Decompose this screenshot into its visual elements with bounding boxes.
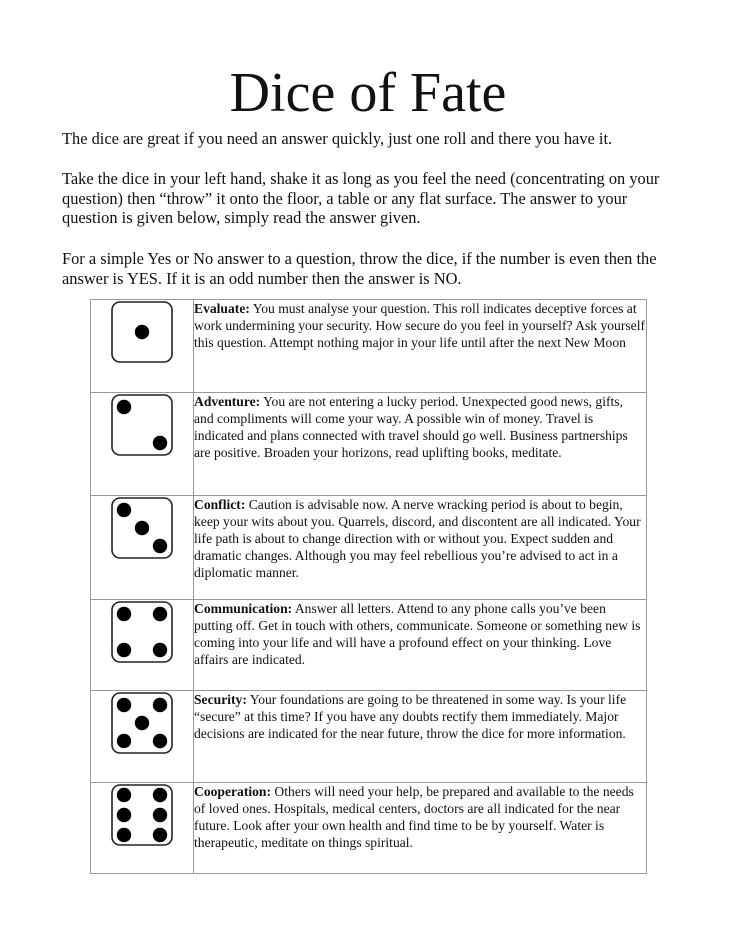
table-row	[91, 783, 647, 874]
meaning-label: Evaluate:	[194, 301, 250, 316]
die-pip	[117, 698, 131, 712]
die-pip	[117, 734, 131, 748]
meaning-cell	[194, 783, 647, 874]
meaning-text: Answer all letters. Attend to any phone calls you’ve been putting off. Get in touch with others, communicate. Someone or something new is coming into your life and will have a profound effect on your thinking. Love affairs are indicated.	[194, 601, 641, 668]
table-row	[91, 496, 647, 600]
meaning-label: Communication:	[194, 601, 293, 616]
meaning-cell	[194, 691, 647, 783]
die-pip	[117, 788, 131, 802]
die-pip	[153, 607, 167, 621]
meaning-text: Your foundations are going to be threatened in some way. Is your life “secure” at this time? If you have any doubts rectify them immediately. Major decisions are indicated for the near future, throw the dice for more information.	[194, 692, 627, 742]
die-cell	[91, 783, 194, 874]
meaning-text: You must analyse your question. This roll indicates deceptive forces at work undermining your security. How secure do you feel in yourself? Ask yourself this question. Attempt nothing major in your life until after the next New Moon	[194, 301, 646, 351]
die-pip	[135, 325, 149, 339]
die-pip	[153, 698, 167, 712]
table-row	[91, 393, 647, 496]
table-row	[91, 300, 647, 393]
die-pip	[153, 808, 167, 822]
meaning-text: Others will need your help, be prepared and available to the needs of loved ones. Hospitals, medical centers, doctors are all indicated for the near future. Look after your own health and find time to be by yourself. Water is therapeutic, meditate on things spiritual.	[194, 784, 634, 851]
die-pip	[117, 607, 131, 621]
table-row	[91, 691, 647, 783]
meaning-cell	[194, 600, 647, 691]
die-pip	[135, 521, 149, 535]
die-pip	[153, 436, 167, 450]
die-pip	[117, 808, 131, 822]
intro-paragraph-yes-no: For a simple Yes or No answer to a question, throw the dice, if the number is even then the answer is YES. If it is an odd number then the answer is NO.	[62, 249, 657, 288]
die-one-icon	[110, 300, 174, 364]
page-title: Dice of Fate	[229, 62, 507, 124]
die-five-icon	[110, 691, 174, 755]
die-two-icon	[110, 393, 174, 457]
die-pip	[153, 643, 167, 657]
die-cell	[91, 300, 194, 393]
die-six-icon	[110, 783, 174, 847]
table-row	[91, 600, 647, 691]
meaning-cell	[194, 496, 647, 600]
meaning-text: You are not entering a lucky period. Unexpected good news, gifts, and compliments will come your way. A possible win of money. Travel is indicated and plans connected with travel should go well. Business partnerships are positive. Broaden your horizons, read uplifting books, meditate.	[194, 394, 628, 461]
intro-paragraph-quick: The dice are great if you need an answer quickly, just one roll and there you have it.	[62, 129, 613, 148]
die-cell	[91, 393, 194, 496]
dice-meanings-table	[90, 299, 647, 874]
die-pip	[117, 503, 131, 517]
meaning-text: Caution is advisable now. A nerve wracking period is about to begin, keep your wits about you. Quarrels, discord, and discontent are all indicated. Your life path is about to change direction with or without you. Expect sudden and dramatic changes. Although you may feel rebellious you’re advised to act in a diplomatic manner.	[194, 497, 641, 581]
meaning-cell	[194, 300, 647, 393]
die-pip	[153, 539, 167, 553]
meaning-label: Adventure:	[194, 394, 261, 409]
die-cell	[91, 496, 194, 600]
die-three-icon	[110, 496, 174, 560]
meaning-label: Cooperation:	[194, 784, 272, 799]
die-pip	[135, 716, 149, 730]
die-pip	[117, 828, 131, 842]
die-pip	[153, 828, 167, 842]
die-four-icon	[110, 600, 174, 664]
meaning-label: Conflict:	[194, 497, 246, 512]
die-pip	[117, 643, 131, 657]
die-pip	[153, 788, 167, 802]
die-pip	[153, 734, 167, 748]
die-pip	[117, 400, 131, 414]
meaning-cell	[194, 393, 647, 496]
die-cell	[91, 600, 194, 691]
die-cell	[91, 691, 194, 783]
intro-paragraph-instructions: Take the dice in your left hand, shake it as long as you feel the need (concentrating on your question) then “throw” it onto the floor, a table or any flat surface. The answer to your question is given below, simply read the answer given.	[62, 169, 660, 227]
meaning-label: Security:	[194, 692, 247, 707]
